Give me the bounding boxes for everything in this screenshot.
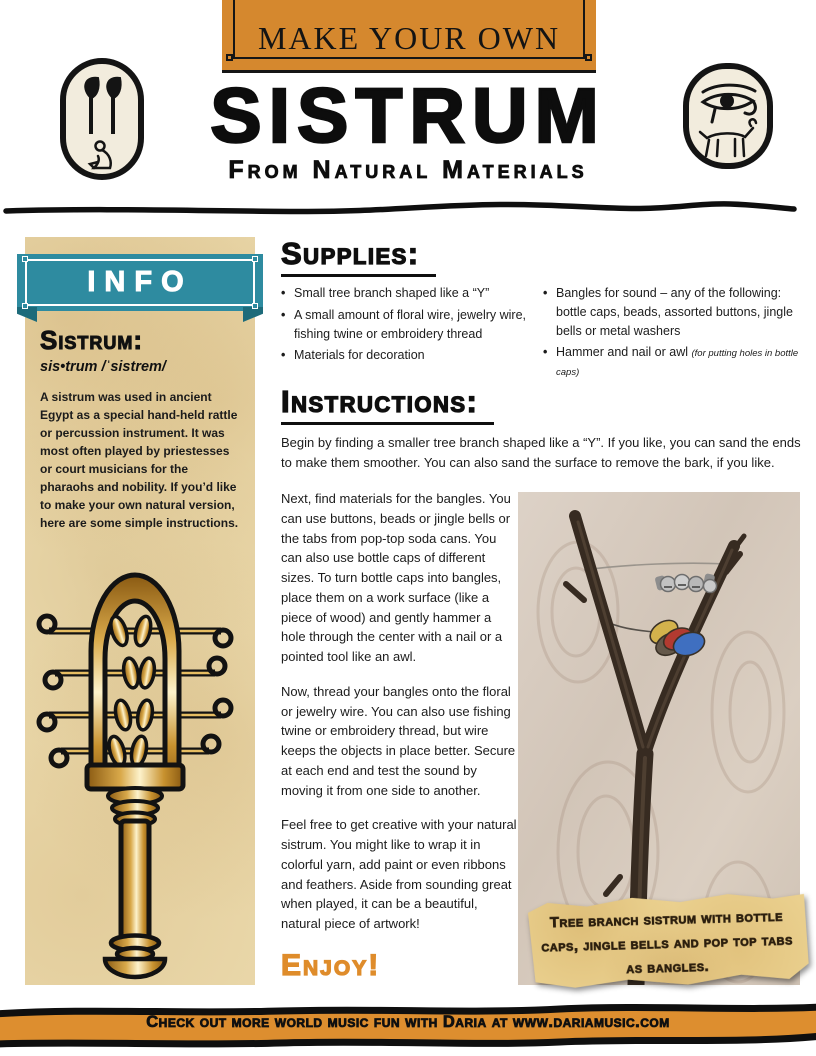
photo-caption: Tree branch sistrum with bottle caps, jingle bells and pop top tabs as bangles. [525,890,810,992]
instructions-paragraph: Next, find materials for the bangles. You can use buttons, beads or jingle bells or the tabs from pop-top soda cans. You can also use bottle caps of different sizes. To turn bottle caps into bangles, place them on a work surface (like a piece of wood) and gently hammer a hole through the center with a nail or a pointed tool like an awl. [281,491,511,664]
sistrum-description: A sistrum was used in ancient Egypt as a special hand-held rattle or percussion instrument. It was most often played by priestesses or court musicians for the pharaohs and nobility. If you’d like to make your own natural version, here are some simple instructions. [40,390,239,530]
info-ribbon [17,254,263,311]
info-sidebar [25,237,255,985]
supply-item: • Materials for decoration [281,346,533,365]
page-title: SISTRUM [210,73,606,159]
tree-branch-sistrum-photo [518,492,800,985]
supply-item: • A small amount of floral wire, jewelry wire, fishing twine or embroidery thread [281,306,533,344]
instructions-intro: Begin by finding a smaller tree branch shaped like a “Y”. If you like, you can sand the ends to make them smoother. You can also sand the surface to remove the bark, if you like. [281,435,801,470]
supply-item: • Hammer and nail or awl (for putting holes in bottle caps) [543,343,805,381]
supply-item: • Small tree branch shaped like a “Y” [281,284,533,303]
wavy-divider [0,196,816,222]
footer-link-text[interactable]: Check out more world music fun with Daria at www.dariamusic.com [146,1013,670,1031]
banner-label: MAKE YOUR OWN [257,20,561,56]
sistrum-illustration-icon [31,551,249,990]
term-heading: Sistrum: [40,325,143,355]
instructions-body [281,489,519,983]
supply-item: • Bangles for sound – any of the following: bottle caps, beads, assorted buttons, jingle bells or metal washers [543,284,805,340]
enjoy-heading: Enjoy! [281,948,381,982]
make-your-own-banner [222,0,596,73]
instructions-paragraph: Now, thread your bangles onto the floral or jewelry wire. You can also use fishing twine or embroidery thread, but wire keeps the objects in place better. Secure at each end and test the sound by moving it from one side to another. [281,683,516,798]
instructions-heading: Instructions: [281,384,494,425]
pronunciation: sis•trum /ˈsistrem/ [40,359,166,375]
supplies-heading: Supplies: [281,236,436,277]
supply-note: (for putting holes in bottle caps) [556,348,799,378]
supplies-list [281,284,805,384]
page-subtitle: From Natural Materials [228,156,588,184]
instructions-paragraph: Feel free to get creative with your natural sistrum. You might like to wrap it in colorful yarn, add paint or even ribbons and feathers. Aside from sounding great when played, it can be a beautiful, natural piece of artwork! [281,817,517,931]
info-label: INFO [87,266,193,298]
